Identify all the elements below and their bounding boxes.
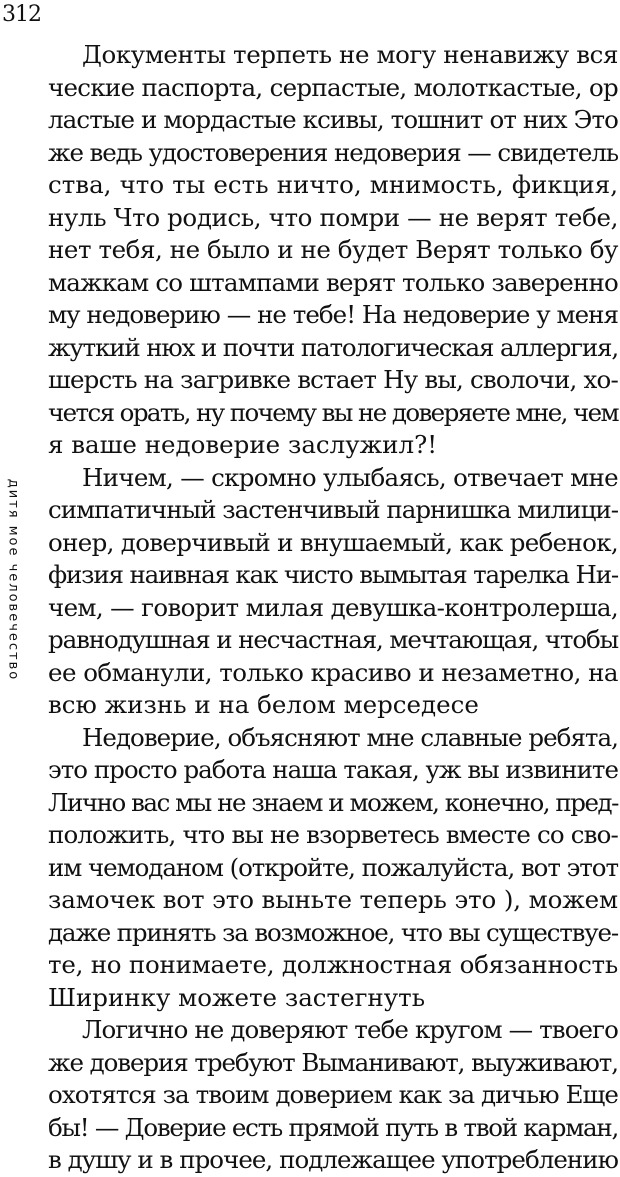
text-line: те, но понимаете, должностная обязанность	[48, 950, 618, 979]
text-line: положить, что вы не взорветесь вместе со сво-	[48, 820, 618, 849]
text-line: шерсть на загривке встает Ну вы, сволочи, хо-	[48, 365, 618, 394]
text-line: му недоверию — не тебе! На недоверие у меня	[48, 300, 618, 329]
text-line: это просто работа наша такая, уж вы извините	[48, 755, 618, 784]
text-line: всю жизнь и на белом мерседесе	[48, 690, 479, 719]
page-number: 312	[2, 2, 41, 27]
text-line: им чемоданом (откройте, пожалуйста, вот этот	[48, 852, 618, 882]
text-line: онер, доверчивый и внушаемый, как ребенок,	[48, 527, 618, 557]
text-line: физия наивная как чисто вымытая тарелка Ни-	[48, 560, 618, 589]
text-line: Ширинку можете застегнуть	[48, 982, 426, 1012]
text-line: нет тебя, не было и не будет Верят только бу	[48, 235, 618, 264]
text-line: ластые и мордастые ксивы, тошнит от них Это	[48, 105, 618, 134]
text-line: ческие паспорта, серпастые, молоткастые, ор	[48, 72, 618, 102]
text-line: даже принять за возможное, что вы существуе-	[48, 917, 618, 947]
text-line: Логично не доверяют тебе кругом — твоего	[82, 1015, 618, 1044]
text-line: равнодушная и несчастная, мечтающая, чтобы	[48, 625, 618, 654]
text-line: замочек вот это выньте теперь это ), можем	[48, 885, 618, 914]
text-line: чем, — говорит милая девушка-контролерша,	[48, 592, 618, 622]
text-line: же доверия требуют Выманивают, выуживают,	[48, 1047, 618, 1077]
text-line: я ваше недоверие заслужил?!	[48, 430, 438, 459]
text-line: бы! — Доверие есть прямой путь в твой карман,	[48, 1112, 618, 1142]
text-line: Лично вас мы не знаем и можем, конечно, пред-	[48, 787, 618, 817]
text-line: в душу и в прочее, подлежащее употреблению	[48, 1145, 618, 1174]
text-line: Недоверие, объясняют мне славные ребята,	[82, 722, 618, 752]
text-line: чется орать, ну почему вы не доверяете мне, чем	[48, 397, 618, 427]
text-line: симпатичный застенчивый парнишка милици-	[48, 495, 618, 524]
text-line: мажкам со штампами верят только заверенно	[48, 267, 618, 297]
text-line: жуткий нюх и почти патологическая аллергия,	[48, 332, 618, 362]
running-head: дитя мое человечество	[5, 478, 21, 682]
text-line: охотятся за твоим доверием как за дичью Еще	[48, 1080, 618, 1109]
body-text	[48, 39, 618, 1177]
text-line: ства, что ты есть ничто, мнимость, фикция,	[48, 170, 618, 199]
text-line: Ничем, — скромно улыбаясь, отвечает мне	[82, 462, 618, 492]
text-line: нуль Что родись, что помри — не верят тебе,	[48, 202, 618, 232]
text-line: Документы терпеть не могу ненавижу вся	[82, 40, 618, 69]
text-line: ее обманули, только красиво и незаметно, на	[48, 657, 618, 687]
text-line: же ведь удостоверения недоверия — свидетель	[48, 137, 618, 167]
